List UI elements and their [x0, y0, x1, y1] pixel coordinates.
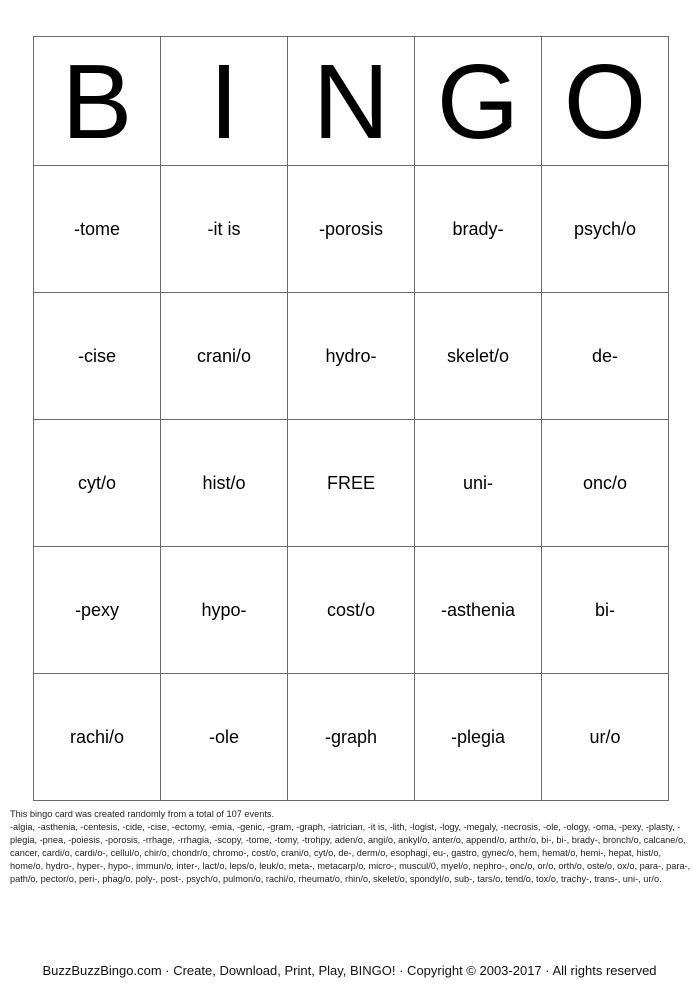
bingo-row: [34, 674, 669, 801]
bingo-row: [34, 420, 669, 547]
bingo-cell: hydro-: [288, 293, 415, 420]
event-list: -algia, -asthenia, -centesis, -cide, -cise, -ectomy, -emia, -genic, -gram, -graph, -iatrician, -it is, -lith, -logist, -logy, -megaly, -necrosis, -ole, -ology, -oma, -pexy, -plasty, -plegia, -pnea, -poiesis, -porosis, -rrhage, -rrhagia, -scopy, -tome, -tomy, -trohpy, aden/o, angi/o, ankyl/o, anter/o, append/o, arthr/o, bi-, bi-, brady-, bronch/o, calcane/o, cancer, cardi/o, cardi/o-, cellul/o, chir/o, chondr/o, chromo-, cost/o, crani/o, cyt/o, de-, derm/o, esophagi, eu-, gastro, gynec/o, hem, hemat/o, hemi-, hepat, hist/o, home/o, hydro-, hyper-, hypo-, immun/o, inter-, lact/o, leps/o, leuk/o, meta-, metacarp/o, micro-, muscul/0, myel/o, nephro-, onc/o, or/o, orth/o, oste/o, ox/o, para-, para-, path/o, pector/o, peri-, phag/o, poly-, post-, psych/o, pulmon/o, rachi/o, rheumat/o, rhin/o, skelet/o, spondyl/o, sub-, tars/o, tend/o, tox/o, trachy-, trans-, uni-, ur/o.: [10, 822, 691, 884]
bingo-row: [34, 547, 669, 674]
card-info: [10, 808, 694, 886]
bingo-cell: -pexy: [34, 547, 161, 674]
header-letter-n: N: [288, 37, 415, 166]
bingo-cell: hypo-: [161, 547, 288, 674]
header-letter-o: O: [542, 37, 669, 166]
bingo-cell: -porosis: [288, 166, 415, 293]
free-space-cell: FREE: [288, 420, 415, 547]
bingo-cell: crani/o: [161, 293, 288, 420]
bingo-cell: brady-: [415, 166, 542, 293]
bingo-cell: rachi/o: [34, 674, 161, 801]
header-letter-g: G: [415, 37, 542, 166]
bingo-cell: -graph: [288, 674, 415, 801]
card-summary: This bingo card was created randomly from a total of 107 events.: [10, 809, 275, 819]
bingo-cell: de-: [542, 293, 669, 420]
bingo-header-row: [34, 37, 669, 166]
bingo-cell: -plegia: [415, 674, 542, 801]
bingo-row: [34, 166, 669, 293]
bingo-cell: bi-: [542, 547, 669, 674]
bingo-cell: uni-: [415, 420, 542, 547]
bingo-cell: psych/o: [542, 166, 669, 293]
bingo-row: [34, 293, 669, 420]
bingo-cell: onc/o: [542, 420, 669, 547]
footer-copyright: BuzzBuzzBingo.com · Create, Download, Print, Play, BINGO! · Copyright © 2003-2017 · All rights reserved: [42, 963, 657, 978]
bingo-cell: -cise: [34, 293, 161, 420]
bingo-cell: skelet/o: [415, 293, 542, 420]
header-letter-i: I: [161, 37, 288, 166]
bingo-cell: -it is: [161, 166, 288, 293]
bingo-cell: hist/o: [161, 420, 288, 547]
header-letter-b: B: [34, 37, 161, 166]
bingo-cell: cost/o: [288, 547, 415, 674]
bingo-cell: -ole: [161, 674, 288, 801]
bingo-cell: ur/o: [542, 674, 669, 801]
bingo-cell: cyt/o: [34, 420, 161, 547]
bingo-cell: -asthenia: [415, 547, 542, 674]
bingo-card: [33, 36, 669, 801]
bingo-cell: -tome: [34, 166, 161, 293]
